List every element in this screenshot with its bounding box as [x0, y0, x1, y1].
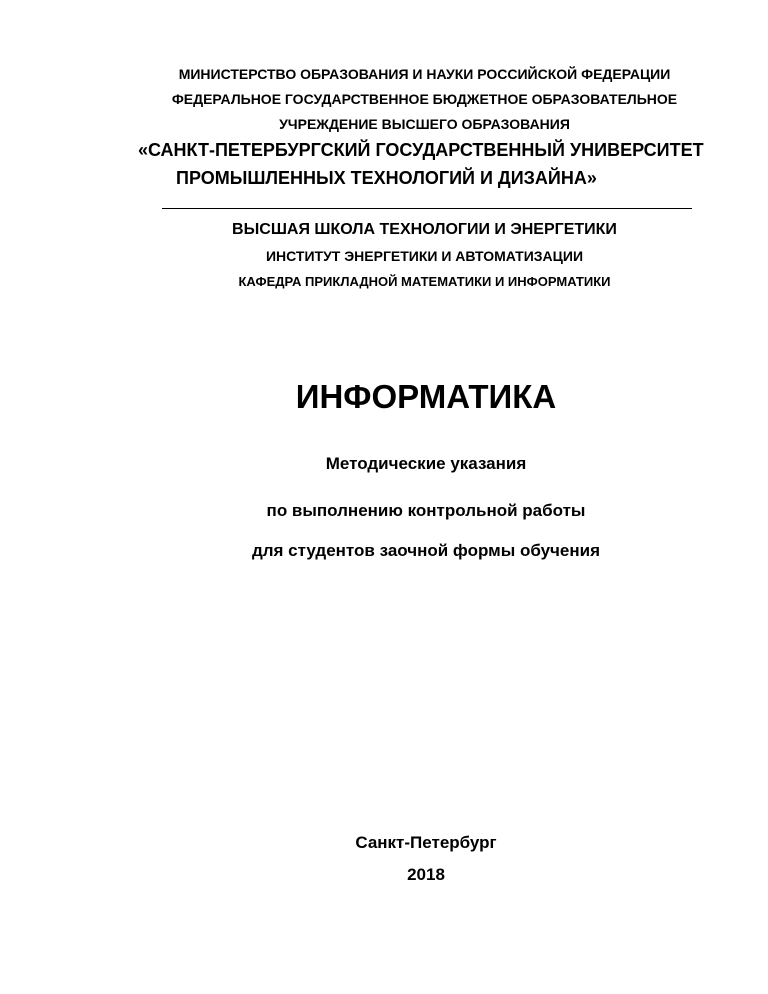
university-name-line-2: ПРОМЫШЛЕННЫХ ТЕХНОЛОГИЙ И ДИЗАЙНА»: [176, 168, 597, 188]
publication-year: 2018: [407, 865, 445, 884]
header-divider: [162, 208, 692, 209]
school-heading: ВЫСШАЯ ШКОЛА ТЕХНОЛОГИИ И ЭНЕРГЕТИКИ: [232, 221, 617, 238]
university-name-line-1: «САНКТ-ПЕТЕРБУРГСКИЙ ГОСУДАРСТВЕННЫЙ УНИВЕРСИТЕТ: [138, 140, 704, 160]
document-audience: для студентов заочной формы обучения: [251, 541, 601, 560]
institution-heading: УЧРЕЖДЕНИЕ ВЫСШЕГО ОБРАЗОВАНИЯ: [279, 116, 570, 132]
ministry-heading: МИНИСТЕРСТВО ОБРАЗОВАНИЯ И НАУКИ РОССИЙСКОЙ ФЕДЕРАЦИИ: [178, 66, 671, 82]
document-subtitle: Методические указания: [325, 454, 527, 473]
federal-heading: ФЕДЕРАЛЬНОЕ ГОСУДАРСТВЕННОЕ БЮДЖЕТНОЕ ОБРАЗОВАТЕЛЬНОЕ: [171, 91, 678, 107]
publication-city: Санкт-Петербург: [355, 833, 497, 852]
document-title: ИНФОРМАТИКА: [295, 378, 557, 415]
document-purpose: по выполнению контрольной работы: [266, 501, 586, 520]
institute-heading: ИНСТИТУТ ЭНЕРГЕТИКИ И АВТОМАТИЗАЦИИ: [265, 248, 584, 264]
department-heading: КАФЕДРА ПРИКЛАДНОЙ МАТЕМАТИКИ И ИНФОРМАТИКИ: [238, 274, 611, 289]
